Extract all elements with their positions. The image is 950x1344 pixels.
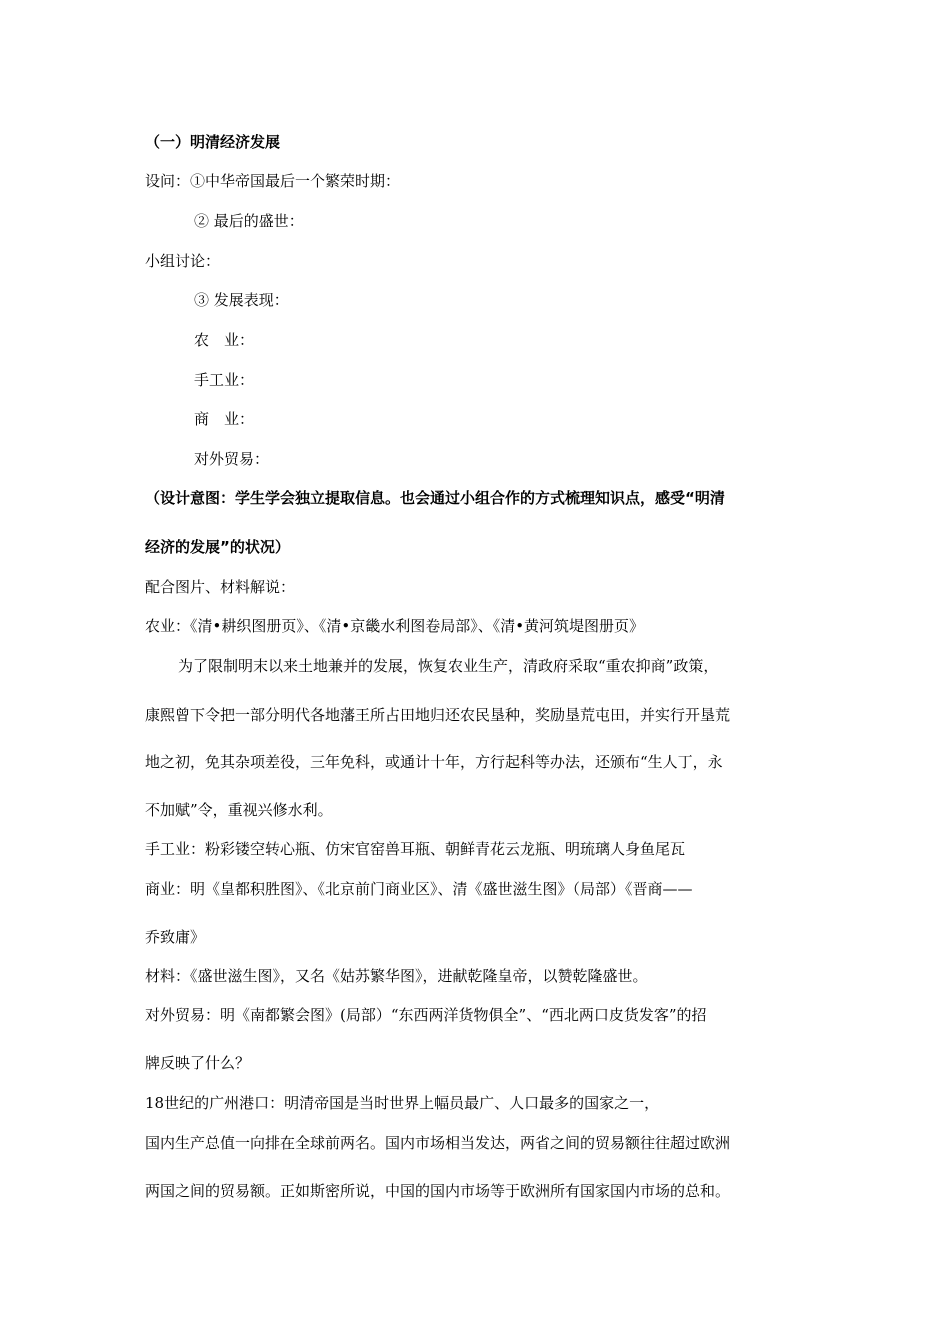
question-line: ② 最后的盛世： bbox=[194, 212, 304, 230]
outline-item: 农 业： bbox=[194, 331, 255, 349]
discussion-label: 小组讨论： bbox=[145, 252, 221, 270]
outline-item: 对外贸易： bbox=[194, 450, 270, 468]
design-intent: 经济的发展”的状况） bbox=[145, 538, 290, 556]
paragraph-line: 不加赋”令，重视兴修水利。 bbox=[145, 801, 333, 819]
section-heading: （一）明清经济发展 bbox=[145, 133, 281, 151]
paragraph-line: 两国之间的贸易额。正如斯密所说，中国的国内市场等于欧洲所有国家国内市场的总和。 bbox=[145, 1182, 731, 1200]
paragraph-line: 18世纪的广州港口：明清帝国是当时世界上幅员最广、人口最多的国家之一， bbox=[145, 1094, 660, 1112]
paragraph-line: 牌反映了什么？ bbox=[145, 1054, 251, 1072]
paragraph-line: 为了限制明末以来土地兼并的发展，恢复农业生产，清政府采取“重农抑商”政策， bbox=[178, 657, 719, 675]
paragraph-line: 农业：《清•耕织图册页》、《清•京畿水利图卷局部》、《清•黄河筑堤图册页》 bbox=[145, 617, 645, 635]
paragraph-line: 商业：明《皇都积胜图》、《北京前门商业区》、清《盛世滋生图》（局部）《晋商—— bbox=[145, 880, 693, 898]
outline-item: 商 业： bbox=[194, 410, 255, 428]
paragraph-line: 手工业：粉彩镂空转心瓶、仿宋官窑兽耳瓶、朝鲜青花云龙瓶、明琉璃人身鱼尾瓦 bbox=[145, 840, 686, 858]
paragraph-line: 康熙曾下令把一部分明代各地藩王所占田地归还农民垦种，奖励垦荒屯田，并实行开垦荒 bbox=[145, 706, 731, 724]
paragraph-line: 材料：《盛世滋生图》，又名《姑苏繁华图》，进献乾隆皇帝，以赞乾隆盛世。 bbox=[145, 967, 648, 985]
question-line: 设问：①中华帝国最后一个繁荣时期： bbox=[145, 172, 401, 190]
paragraph-line: 对外贸易：明《南都繁会图》(局部）“东西两洋货物俱全”、“西北两口皮货发客”的招 bbox=[145, 1006, 707, 1024]
paragraph-line: 国内生产总值一向排在全球前两名。国内市场相当发达，两省之间的贸易额往往超过欧洲 bbox=[145, 1134, 731, 1152]
paragraph-line: 配合图片、材料解说： bbox=[145, 578, 296, 596]
outline-item: 手工业： bbox=[194, 371, 255, 389]
outline-item: ③ 发展表现： bbox=[194, 291, 289, 309]
paragraph-line: 乔致庸》 bbox=[145, 928, 206, 946]
paragraph-line: 地之初，免其杂项差役，三年免科，或通计十年，方行起科等办法，还颁布“生人丁，永 bbox=[145, 753, 723, 771]
design-intent: （设计意图：学生学会独立提取信息。也会通过小组合作的方式梳理知识点，感受“明清 bbox=[145, 489, 725, 507]
